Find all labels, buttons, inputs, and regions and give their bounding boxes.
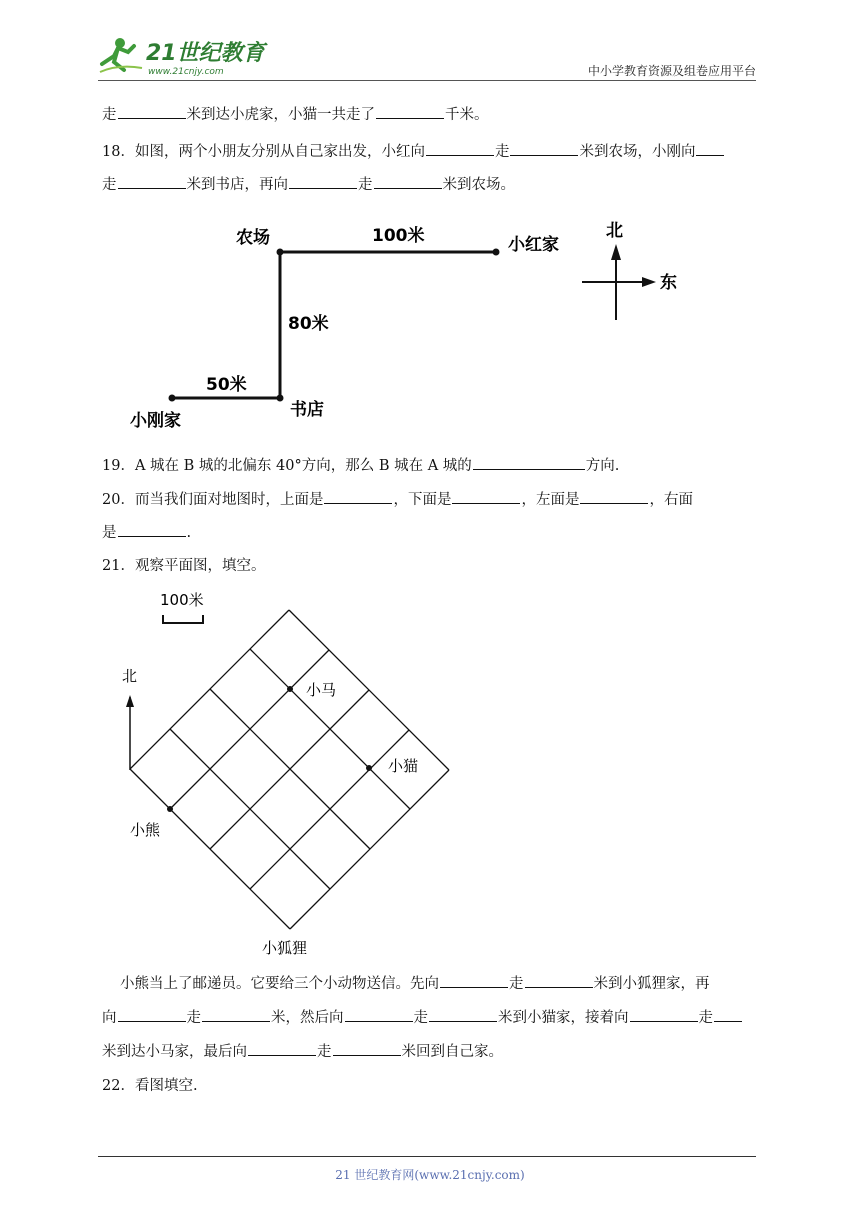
label-farm: 农场 [236, 228, 270, 248]
label-north: 北 [606, 221, 623, 241]
q18-map-diagram [120, 210, 720, 440]
label-east: 东 [660, 273, 677, 293]
blank[interactable] [714, 1007, 742, 1022]
label-gang-home: 小刚家 [130, 411, 181, 431]
label-fox: 小狐狸 [262, 939, 308, 957]
label-dist-50: 50米 [206, 375, 247, 395]
footer-divider [98, 1156, 756, 1157]
label-dist-100: 100米 [372, 226, 425, 246]
horse-point [287, 686, 293, 692]
blank[interactable] [696, 141, 724, 156]
label-hong-home: 小红家 [508, 235, 559, 255]
blank[interactable] [345, 1007, 413, 1022]
blank[interactable] [118, 1007, 186, 1022]
blank[interactable] [630, 1007, 698, 1022]
north-label: 北 [122, 667, 138, 685]
runner-logo-icon [100, 38, 142, 72]
blank[interactable] [580, 489, 648, 504]
label-bookstore: 书店 [290, 400, 324, 420]
q21-grid-map [110, 585, 510, 965]
label-dist-80: 80米 [288, 314, 329, 334]
blank[interactable] [202, 1007, 270, 1022]
blank[interactable] [118, 174, 186, 189]
q21-para3: 米到达小马家，最后向 走 米回到自己家。 [102, 1041, 503, 1062]
blank[interactable] [376, 104, 444, 119]
header-divider [98, 80, 756, 81]
q20-line2: 是 . [102, 522, 191, 543]
label-cat: 小猫 [388, 757, 419, 775]
scale-label: 100米 [160, 591, 204, 609]
blank[interactable] [525, 973, 593, 988]
logo-text: 21世纪教育 [146, 41, 265, 66]
blank[interactable] [118, 104, 186, 119]
q21-para2: 向 走 米，然后向 走 米到小猫家，接着向 走 [102, 1007, 743, 1028]
q21-title: 21．观察平面图，填空。 [102, 558, 266, 574]
compass-icon [582, 244, 656, 320]
cat-point [366, 765, 372, 771]
bear-point [167, 806, 173, 812]
q22-title: 22．看图填空. [102, 1078, 198, 1094]
q21-para1: 小熊当上了邮递员。它要给三个小动物送信。先向 走 米到小狐狸家，再 [120, 973, 710, 994]
blank[interactable] [118, 522, 186, 537]
q17-tail-line: 走 米到达小虎家，小猫一共走了 千米。 [102, 104, 489, 125]
north-arrow-icon [126, 695, 134, 707]
blank[interactable] [510, 141, 578, 156]
blank[interactable] [426, 141, 494, 156]
blank[interactable] [452, 489, 520, 504]
blank[interactable] [324, 489, 392, 504]
q18-line1: 18．如图，两个小朋友分别从自己家出发，小红向 走 米到农场，小刚向 [102, 141, 725, 162]
blank[interactable] [429, 1007, 497, 1022]
logo-url: www.21cnjy.com [148, 67, 224, 77]
q20-line1: 20．而当我们面对地图时，上面是 ，下面是 ，左面是 ，右面 [102, 489, 693, 510]
blank[interactable] [333, 1041, 401, 1056]
q18-line2: 走 米到书店，再向 走 米到农场。 [102, 174, 515, 195]
q19-line: 19．A 城在 B 城的北偏东 40°方向，那么 B 城在 A 城的 方向. [102, 455, 619, 476]
header-platform-text: 中小学教育资源及组卷应用平台 [587, 64, 756, 78]
blank[interactable] [374, 174, 442, 189]
site-logo [98, 34, 268, 78]
scale-bar [163, 615, 203, 623]
footer-text[interactable]: 21 世纪教育网(www.21cnjy.com) [335, 1168, 525, 1182]
blank[interactable] [289, 174, 357, 189]
label-bear: 小熊 [130, 821, 161, 839]
blank[interactable] [473, 455, 585, 470]
label-horse: 小马 [306, 681, 337, 699]
blank[interactable] [248, 1041, 316, 1056]
blank[interactable] [440, 973, 508, 988]
